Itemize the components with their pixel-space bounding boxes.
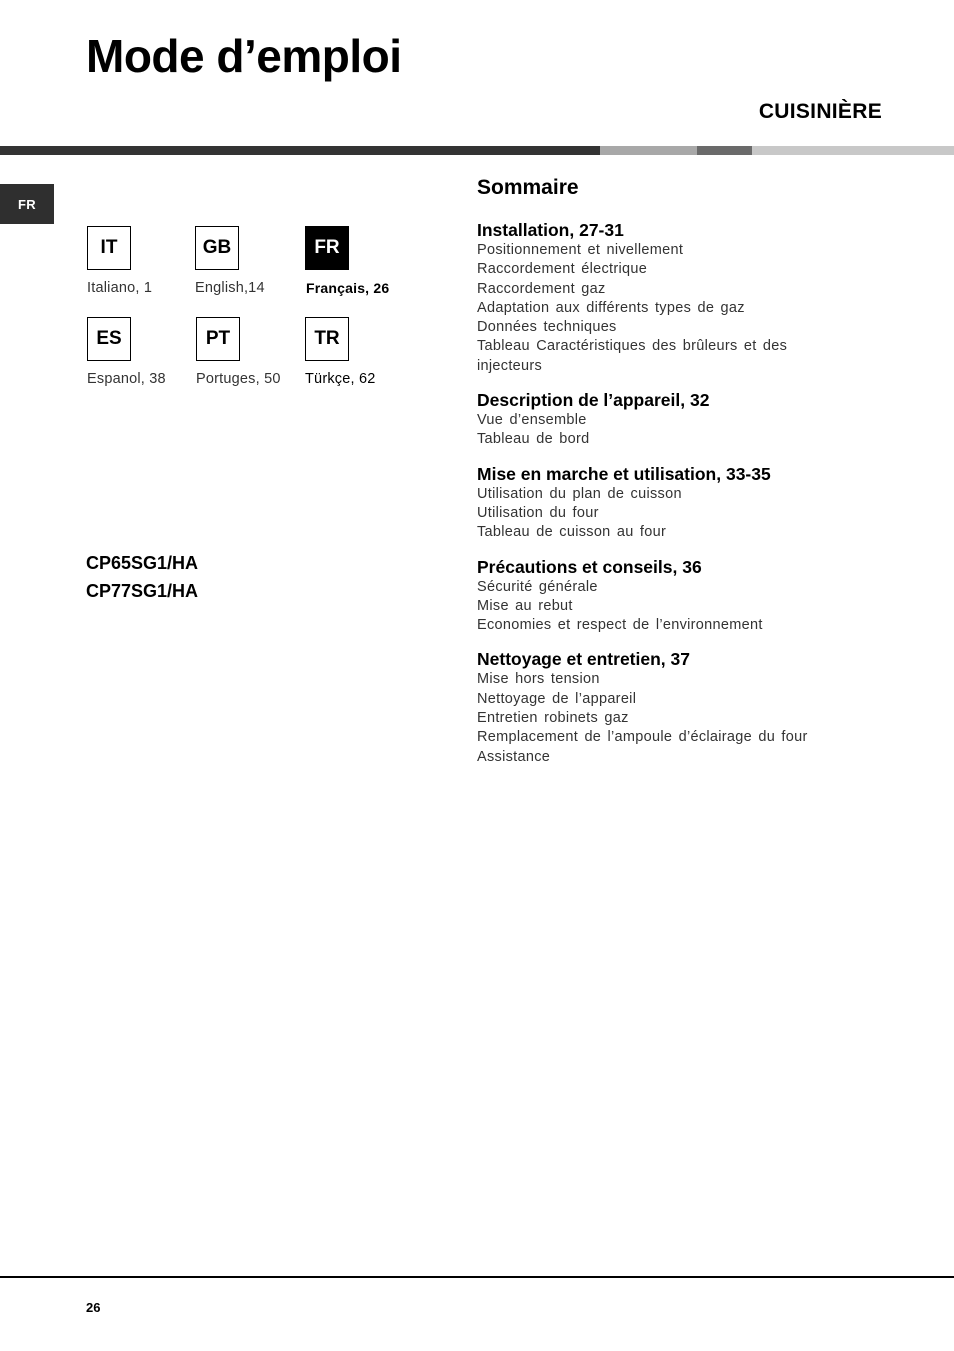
toc-item: Positionnement et nivellement — [477, 242, 684, 258]
header-band-pale — [752, 146, 954, 155]
toc-item: Mise hors tension — [477, 671, 600, 688]
product-category: CUISINIÈRE — [758, 100, 882, 123]
toc-section-heading[interactable]: Installation, 27-31 — [477, 220, 624, 240]
page-number: 26 — [86, 1300, 101, 1315]
header-band-mid — [697, 146, 752, 155]
toc-item: Tableau de bord — [477, 431, 590, 448]
lang-label-es[interactable]: Espanol, 38 — [87, 371, 166, 387]
lang-box-fr[interactable]: FR — [305, 226, 349, 270]
toc-item: Raccordement gaz — [477, 280, 606, 297]
toc-item: Raccordement électrique — [477, 261, 648, 278]
toc-item: Tableau Caractéristiques des brûleurs et des — [477, 338, 788, 355]
lang-box-es[interactable]: ES — [87, 317, 131, 361]
toc-item: Vue d’ensemble — [477, 412, 587, 429]
toc-item: Mise au rebut — [477, 597, 573, 614]
lang-box-it[interactable]: IT — [87, 226, 131, 270]
model-name: CP77SG1/HA — [86, 581, 199, 601]
toc-item: Assistance — [477, 748, 551, 765]
toc-section-heading[interactable]: Mise en marche et utilisation, 33-35 — [477, 463, 771, 484]
toc-item: Nettoyage de l’appareil — [477, 690, 637, 707]
toc-section-installation — [477, 219, 917, 376]
toc-section-heading[interactable]: Nettoyage et entretien, 37 — [477, 649, 690, 670]
model-list — [86, 549, 198, 605]
toc-section-cleaning — [477, 648, 917, 766]
lang-label-pt[interactable]: Portuges, 50 — [196, 371, 281, 387]
footer-rule — [0, 1276, 954, 1278]
toc-item: Tableau de cuisson au four — [477, 524, 667, 541]
header-band-dark — [0, 146, 600, 155]
toc-section-precautions — [477, 556, 917, 636]
lang-label-tr[interactable]: Türkçe, 62 — [305, 371, 376, 387]
toc-item: Utilisation du plan de cuisson — [477, 485, 682, 502]
lang-label-fr[interactable]: Français, 26 — [306, 280, 390, 296]
model-name: CP65SG1/HA — [86, 553, 199, 573]
lang-box-tr[interactable]: TR — [305, 317, 349, 361]
page-title: Mode d’emploi — [86, 30, 402, 82]
toc-item: Sécurité générale — [477, 578, 598, 595]
toc-item: Entretien robinets gaz — [477, 710, 629, 727]
toc-item: injecteurs — [477, 357, 543, 374]
toc-item: Economies et respect de l’environnement — [477, 617, 763, 634]
lang-box-gb[interactable]: GB — [195, 226, 239, 270]
toc-item: Adaptation aux différents types de gaz — [477, 299, 745, 316]
toc-section-heading[interactable]: Précautions et conseils, 36 — [477, 556, 702, 577]
lang-label-gb[interactable]: English,14 — [195, 280, 265, 296]
toc-section-description — [477, 389, 917, 450]
toc-item: Données techniques — [477, 319, 617, 336]
toc-item: Utilisation du four — [477, 504, 599, 521]
toc-section-usage — [477, 463, 917, 543]
language-side-tab: FR — [0, 184, 54, 224]
toc-item: Remplacement de l’ampoule d’éclairage du four — [477, 729, 808, 746]
lang-box-pt[interactable]: PT — [196, 317, 240, 361]
header-band-light — [600, 146, 697, 155]
toc-title: Sommaire — [477, 176, 579, 199]
toc-section-heading[interactable]: Description de l’appareil, 32 — [477, 390, 710, 411]
table-of-contents — [477, 173, 917, 780]
lang-label-it[interactable]: Italiano, 1 — [87, 280, 153, 296]
